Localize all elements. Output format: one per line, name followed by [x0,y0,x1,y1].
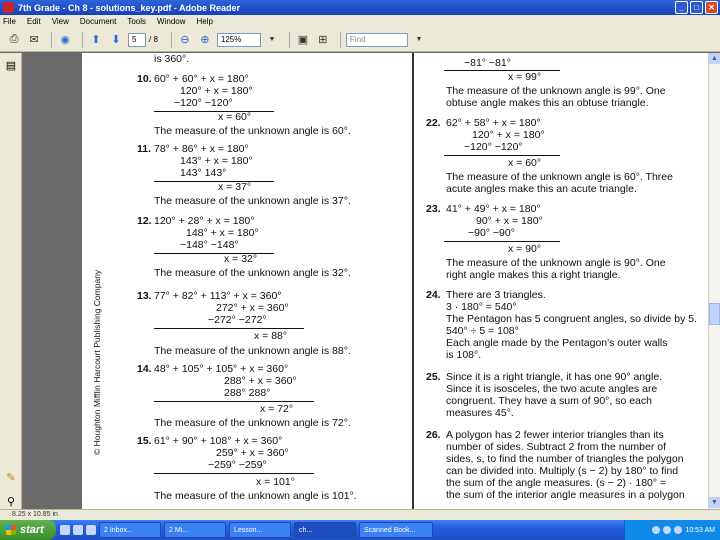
equation-rule [154,401,314,402]
text-line: Since it is a right triangle, it has one 90° angle. [446,371,663,383]
menu-file[interactable]: File [3,17,16,26]
equation-line: x = 90° [508,243,542,255]
scroll-down-icon[interactable]: ▼ [709,497,720,508]
zoom-in-icon[interactable]: ⊕ [200,34,210,46]
text-line: 540° ÷ 5 = 108° [446,325,519,337]
equation-line: x = 72° [260,403,294,415]
equation-line: −120° −120° [174,97,233,109]
text-line: the sum of the interior angle measures in a polygon [446,489,685,501]
text-line: is 108°. [446,349,482,361]
window-title: 7th Grade - Ch 8 - solutions_key.pdf - Adobe Reader [18,2,241,13]
problem-number: 12. [137,215,152,227]
text-line: A polygon has 2 fewer interior triangles than its [446,429,664,441]
problem-number: 15. [137,435,152,447]
equation-line: x = 32° [224,253,258,265]
clock: 10:53 AM [685,526,715,534]
status-bar [0,509,720,520]
toolbar-separator [82,32,83,48]
vertical-scrollbar[interactable] [708,53,720,509]
fit-width-icon[interactable]: ⊞ [318,34,328,46]
equation-line: 288° 288° [224,387,271,399]
find-input[interactable]: Find [346,33,408,47]
menu-window[interactable]: Window [157,17,186,26]
windows-logo-icon [6,525,16,535]
text-line: the sum of the angle measures. (s − 2) · 180° = [446,477,667,489]
equation-line: 288° + x = 360° [224,375,297,387]
problem-number: 25. [426,371,441,383]
equation-line: 148° + x = 180° [186,227,259,239]
answer-line: obtuse angle makes this an obtuse triangle. [446,97,649,109]
equation-line: 61° + 90° + 108° + x = 360° [154,435,283,447]
equation-line: 60° + 60° + x = 180° [154,73,249,85]
answer-line: The measure of the unknown angle is 32°. [154,267,351,279]
text-line: 3 · 180° = 540° [446,301,517,313]
toolbar-separator [289,32,290,48]
close-button[interactable]: ✕ [705,1,718,14]
tray-icon[interactable] [674,526,682,534]
page-size-label: 8.25 x 10.85 in [12,511,58,518]
text-line: Each angle made by the Pentagon's outer walls [446,337,668,349]
print-icon[interactable]: ⎙ [9,33,19,45]
comments-panel-icon[interactable]: ✎ [6,472,16,484]
start-button[interactable] [0,520,56,540]
find-dropdown-icon[interactable]: ▼ [415,36,423,43]
equation-line: 78° + 86° + x = 180° [154,143,249,155]
page-number-input[interactable]: 5 [128,33,146,47]
text-line: sides, s, to find the number of triangles the polygon [446,453,684,465]
adobe-reader-icon [3,2,14,13]
chevron-down-icon[interactable]: ▼ [268,36,276,43]
equation-line: 41° + 49° + x = 180° [446,203,541,215]
text-line: There are 3 triangles. [446,289,546,301]
fit-page-icon[interactable]: ▣ [297,34,309,46]
equation-line: 143° 143° [180,167,227,179]
taskbar-button-scanned-book[interactable]: Scanned Book... [359,522,433,538]
text-line: measures 45°. [446,407,514,419]
tray-icon[interactable] [663,526,671,534]
equation-line: −259° −259° [208,459,267,471]
answer-line: The measure of the unknown angle is 60°. Three [446,171,673,183]
toolbar-separator [171,32,172,48]
page-total: / 8 [149,35,158,44]
problem-number: 13. [137,290,152,302]
answer-line: The measure of the unknown angle is 60°. [154,125,351,137]
answer-line: The measure of the unknown angle is 101°. [154,490,357,502]
taskbar-button-mi[interactable]: 2 Mi... [164,522,226,538]
zoom-select[interactable]: 125% [217,33,261,47]
toolbar [0,28,720,52]
problem-number: 26. [426,429,441,441]
equation-rule [444,155,560,156]
equation-line: 48° + 105° + 105° + x = 360° [154,363,289,375]
email-icon[interactable]: ✉ [29,34,39,46]
equation-line: x = 60° [218,111,252,123]
quick-launch-icon[interactable] [86,525,96,535]
equation-line: 143° + x = 180° [180,155,253,167]
equation-line: −272° −272° [208,314,267,326]
equation-line: 77° + 82° + 113° + x = 360° [154,290,282,302]
problem-number: 14. [137,363,152,375]
column-divider [412,53,414,509]
equation-line: −148° −148° [180,239,239,251]
zoom-out-icon[interactable]: ⊖ [180,34,190,46]
answer-line: right angle makes this a right triangle. [446,269,621,281]
document-page [82,53,708,509]
taskbar [0,520,720,540]
equation-line: 120° + x = 180° [472,129,545,141]
start-label: start [20,524,44,536]
equation-rule [154,111,274,112]
menu-edit[interactable]: Edit [26,17,41,26]
taskbar-button-lesson[interactable]: Lesson... [229,522,291,538]
pages-panel-icon[interactable]: ▤ [5,60,17,72]
quick-launch-icon[interactable] [73,525,83,535]
toolbar-separator [51,32,52,48]
problem-number: 11. [137,143,152,155]
text-line: can be divided into. Multiply (s − 2) by 180° to find [446,465,679,477]
problem-number: 10. [137,73,152,85]
navigation-pane [0,53,22,509]
equation-line: 259° + x = 360° [216,447,289,459]
copyright-notice: © Houghton Mifflin Harcourt Publishing Company [92,269,102,455]
answer-line: acute angles make this an acute triangle. [446,183,637,195]
equation-line: x = 88° [254,330,288,342]
equation-line: x = 60° [508,157,542,169]
text-line: The Pentagon has 5 congruent angles, so divide by 5. [446,313,698,325]
equation-line: 272° + x = 360° [216,302,289,314]
equation-line: −120° −120° [464,141,523,153]
answer-line: The measure of the unknown angle is 99°. One [446,85,666,97]
answer-line: The measure of the unknown angle is 90°. One [446,257,666,269]
answer-line: The measure of the unknown angle is 88°. [154,345,351,357]
menu-document[interactable]: Document [79,17,117,26]
minimize-button[interactable]: _ [675,1,688,14]
equation-rule [154,473,314,474]
text-line: number of sides. Subtract 2 from the number of [446,441,667,453]
text-line: is 360°. [154,53,190,65]
scroll-up-icon[interactable]: ▲ [709,53,720,64]
equation-line: 62° + 58° + x = 180° [446,117,541,129]
menu-help[interactable]: Help [196,17,213,26]
answer-line: The measure of the unknown angle is 37°. [154,195,351,207]
menu-bar [0,15,720,28]
taskbar-button-inbox[interactable]: 2 Inbox... [99,522,161,538]
equation-line: 90° + x = 180° [476,215,543,227]
title-bar [0,0,720,15]
collaborate-icon[interactable]: ◉ [60,34,70,46]
toolbar-separator [340,32,341,48]
equation-line: x = 37° [218,181,252,193]
equation-line: 120° + 28° + x = 180° [154,215,255,227]
scrollbar-thumb[interactable] [709,303,720,325]
text-line: congruent. They have a sum of 90°, so each [446,395,652,407]
window-controls [675,1,718,14]
menu-view[interactable]: View [51,17,69,26]
equation-line: 120° + x = 180° [180,85,253,97]
tray-icon[interactable] [652,526,660,534]
problem-number: 24. [426,289,441,301]
problem-number: 23. [426,203,441,215]
text-line: Since it is isosceles, the two acute angles are [446,383,658,395]
equation-rule [444,70,560,71]
equation-rule [154,328,304,329]
menu-tools[interactable]: Tools [127,17,147,26]
quick-launch-icon[interactable] [60,525,70,535]
next-page-icon[interactable]: ⬇ [111,34,121,46]
equation-rule [444,241,560,242]
equation-rule [154,181,274,182]
system-tray [624,520,720,540]
attachments-panel-icon[interactable]: ⚲ [6,496,16,508]
equation-line: x = 99° [508,71,542,83]
taskbar-button-adobe-reader[interactable]: ch... [294,522,356,538]
answer-line: The measure of the unknown angle is 72°. [154,417,351,429]
maximize-button[interactable]: □ [690,1,703,14]
problem-number: 22. [426,117,441,129]
previous-page-icon[interactable]: ⬆ [91,34,101,46]
equation-line: x = 101° [256,476,295,488]
equation-line: −81° −81° [464,57,511,69]
quick-launch [60,525,96,535]
equation-line: −90° −90° [468,227,515,239]
